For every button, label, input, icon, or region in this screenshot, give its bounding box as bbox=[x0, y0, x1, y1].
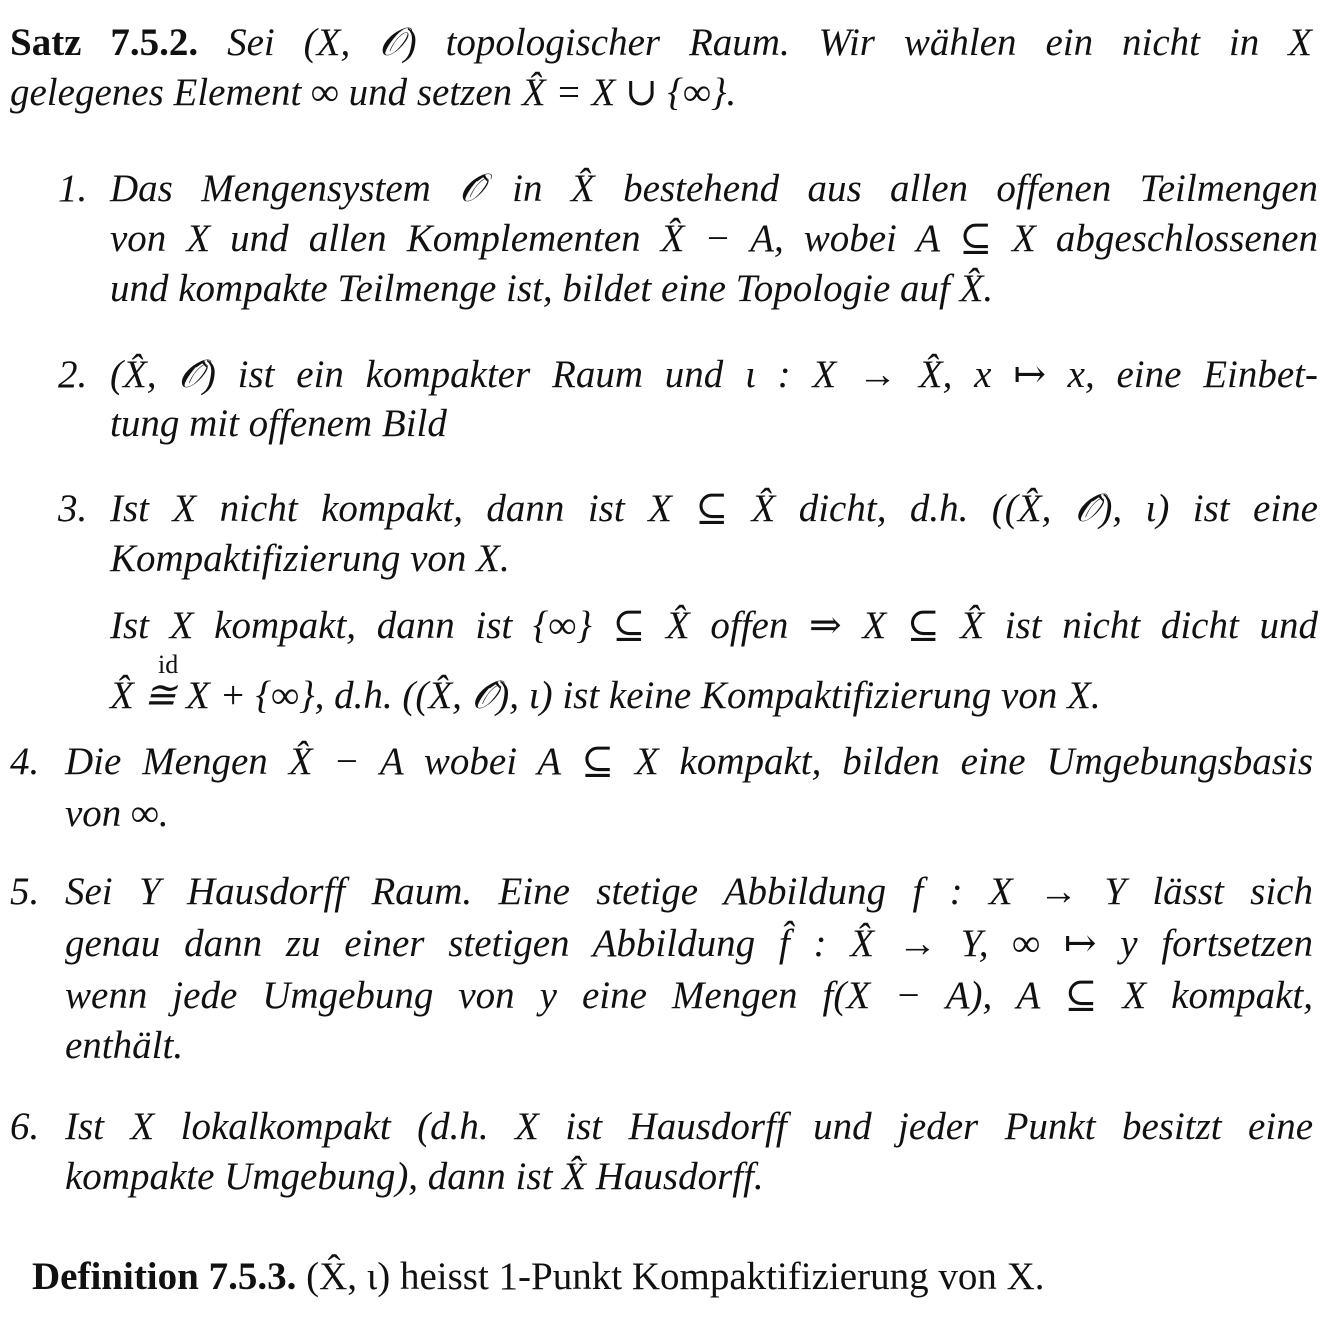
theorem-label: Satz 7.5.2. bbox=[10, 21, 199, 64]
item-1-line: von X und allen Komplementen X̂ − A, wobei A ⊆ X abgeschlossenen bbox=[110, 217, 1318, 260]
item-3-line: Ist X kompakt, dann ist {∞} ⊆ X̂ offen ⇒ X ⊆ X̂ ist nicht dicht und bbox=[110, 604, 1318, 647]
item-number: 2. bbox=[58, 353, 88, 396]
theorem-intro-line-2: gelegenes Element ∞ und setzen X̂ = X ∪ {∞}. bbox=[10, 71, 737, 114]
definition-label: Definition 7.5.3. bbox=[32, 1255, 297, 1298]
definition-7-5-3 bbox=[32, 1254, 1045, 1300]
definition-text: (X̂, ι) heisst 1-Punkt Kompaktifizierung von X. bbox=[306, 1255, 1045, 1298]
item-5-line: genau dann zu einer stetigen Abbildung f̂ : X̂ → Y, ∞ ↦ y fortsetzen bbox=[65, 922, 1313, 965]
iso-label: id bbox=[158, 650, 179, 679]
item-number: 6. bbox=[10, 1105, 40, 1148]
item-number: 5. bbox=[10, 870, 40, 913]
item-4-line: Die Mengen X̂ − A wobei A ⊆ X kompakt, bilden eine Umgebungsbasis bbox=[65, 740, 1313, 783]
theorem-intro-line-1: Satz 7.5.2. Sei (X, 𝒪) topologischer Raum. Wir wählen ein nicht in X bbox=[10, 21, 1312, 64]
item-2-line: (X̂, 𝒪̂) ist ein kompakter Raum und ι : X → X̂, x ↦ x, eine Einbet- bbox=[110, 353, 1318, 396]
item-5-line: wenn jede Umgebung von y eine Mengen f(X − A), A ⊆ X kompakt, bbox=[65, 974, 1313, 1017]
item-number: 4. bbox=[10, 740, 40, 783]
item-number: 1. bbox=[58, 167, 88, 210]
item-6-line: Ist X lokalkompakt (d.h. X ist Hausdorff und jeder Punkt besitzt eine bbox=[65, 1105, 1313, 1148]
item-5-line: enthält. bbox=[65, 1024, 184, 1067]
item-4-line: von ∞. bbox=[65, 792, 169, 835]
item-2-line: tung mit offenem Bild bbox=[110, 402, 447, 445]
item-3-line: Ist X nicht kompakt, dann ist X ⊆ X̂ dicht, d.h. ((X̂, 𝒪̂), ι) ist eine bbox=[110, 487, 1318, 530]
item-3-line: Kompaktifizierung von X. bbox=[110, 537, 510, 580]
item-1-line: Das Mengensystem 𝒪̂ in X̂ bestehend aus allen offenen Teilmengen bbox=[110, 167, 1318, 210]
item-3-line: X̂ ≅ X + {∞}, d.h. ((X̂, 𝒪̂), ι) ist keine Kompaktifizierung von X. bbox=[110, 674, 1101, 717]
item-1-line: und kompakte Teilmenge ist, bildet eine Topologie auf X̂. bbox=[110, 267, 994, 310]
item-6-line: kompakte Umgebung), dann ist X̂ Hausdorff. bbox=[65, 1155, 764, 1198]
item-5-line: Sei Y Hausdorff Raum. Eine stetige Abbildung f : X → Y lässt sich bbox=[65, 870, 1313, 913]
item-number: 3. bbox=[58, 487, 88, 530]
